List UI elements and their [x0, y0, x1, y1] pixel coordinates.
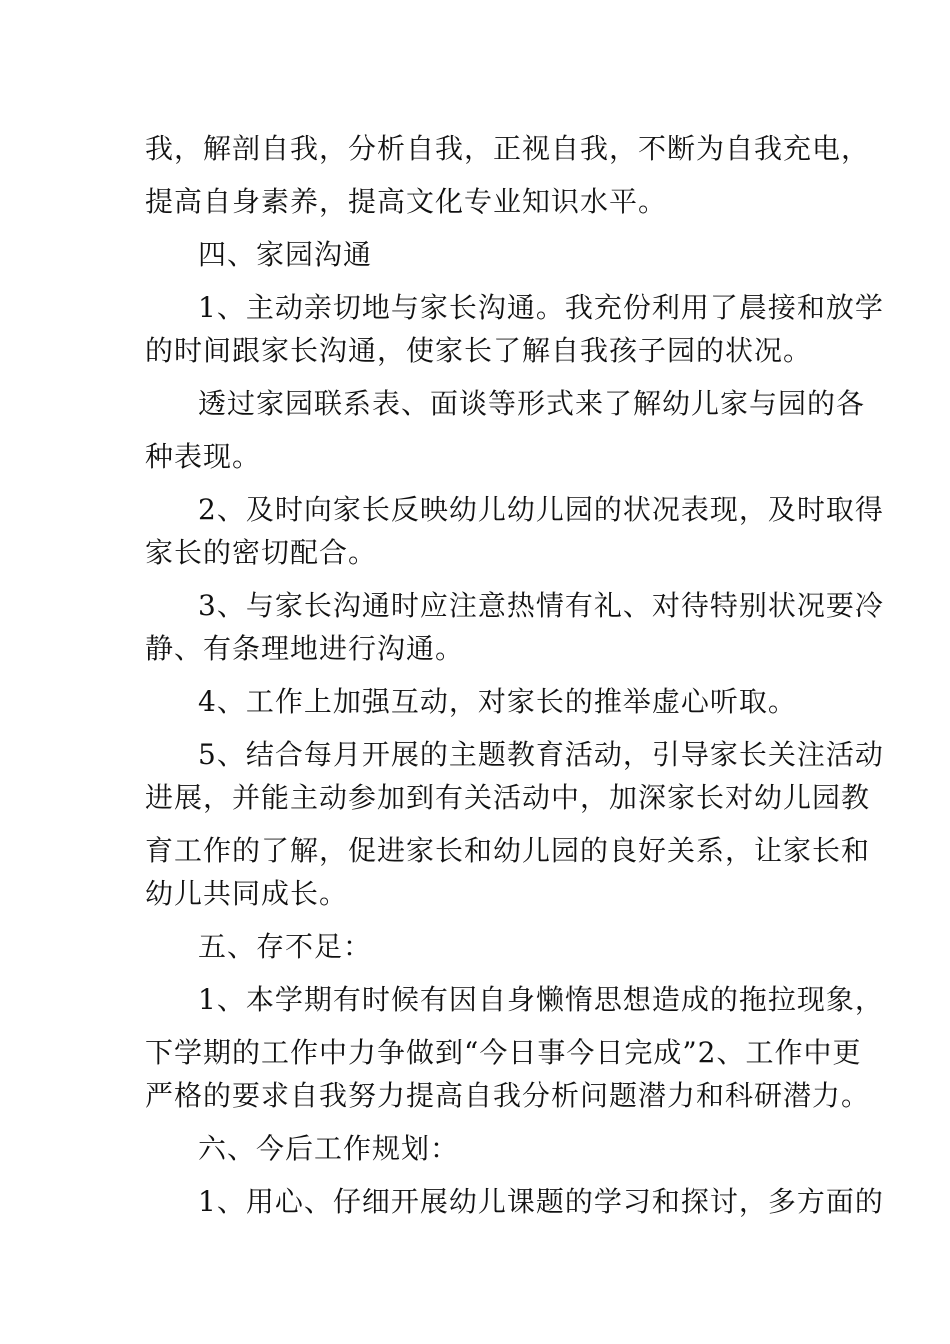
section-heading: 四、家园沟通 — [198, 238, 373, 271]
text-line: 3、与家长沟通时应注意热情有礼、对待特别状况要冷 — [198, 589, 884, 622]
text-line: 5、结合每月开展的主题教育活动，引导家长关注活动 — [198, 738, 884, 771]
text-line: 育工作的了解，促进家长和幼儿园的良好关系，让家长和 — [145, 834, 871, 867]
text-line: 透过家园联系表、面谈等形式来了解幼儿家与园的各 — [198, 387, 866, 420]
text-line: 我，解剖自我，分析自我，正视自我，不断为自我充电， — [145, 132, 871, 165]
text-line: 提高自身素养，提高文化专业知识水平。 — [145, 185, 668, 218]
text-line: 1、主动亲切地与家长沟通。我充份利用了晨接和放学 — [198, 291, 884, 324]
text-line: 的时间跟家长沟通，使家长了解自我孩子园的状况。 — [145, 334, 813, 367]
text-line: 幼儿共同成长。 — [145, 877, 349, 910]
text-line: 静、有条理地进行沟通。 — [145, 632, 465, 665]
text-line: 种表现。 — [145, 440, 262, 473]
text-line: 家长的密切配合。 — [145, 536, 378, 569]
text-line: 严格的要求自我努力提高自我分析问题潜力和科研潜力。 — [145, 1079, 871, 1112]
text-line: 1、用心、仔细开展幼儿课题的学习和探讨，多方面的 — [198, 1185, 884, 1218]
text-line: 进展，并能主动参加到有关活动中，加深家长对幼儿园教 — [145, 781, 871, 814]
text-line: 4、工作上加强互动，对家长的推举虚心听取。 — [198, 685, 797, 718]
text-line: 1、本学期有时候有因自身懒惰思想造成的拖拉现象， — [198, 983, 884, 1016]
section-heading: 六、今后工作规划： — [198, 1132, 460, 1165]
section-heading: 五、存不足： — [198, 930, 373, 963]
text-line: 下学期的工作中力争做到“今日事今日完成”2、工作中更 — [145, 1036, 862, 1069]
text-line: 2、及时向家长反映幼儿幼儿园的状况表现，及时取得 — [198, 493, 884, 526]
